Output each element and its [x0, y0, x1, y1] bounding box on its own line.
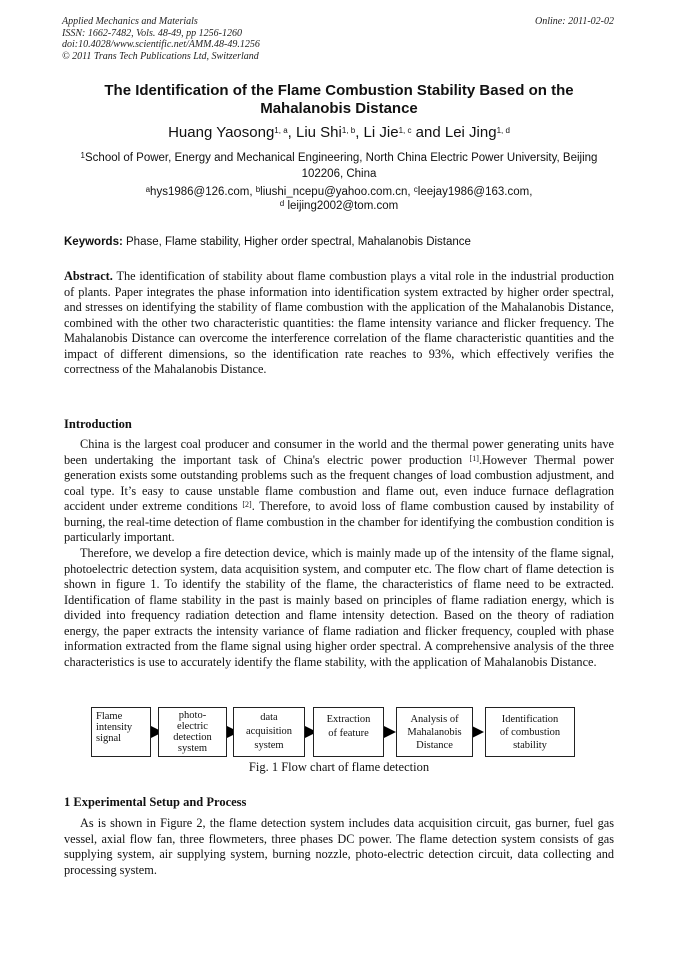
flow-box-mahalanobis: Analysis of Mahalanobis Distance: [396, 707, 473, 757]
issn-line: ISSN: 1662-7482, Vols. 48-49, pp 1256-1260: [62, 27, 242, 39]
author-emails: $^a$hys1986@126.com, $^b$liushi_ncepu@yahoo.com.cn, $^c$leejay1986@163.com, $^d$ leijing2002@tom.com: [145, 185, 533, 212]
citation-ref[interactable]: [1]: [469, 453, 479, 463]
flow-box-identification: Identification of combustion stability: [485, 707, 575, 757]
figure-caption: Fig. 1 Flow chart of flame detection: [248, 760, 430, 774]
keywords: [64, 235, 616, 249]
introduction-heading: Introduction: [64, 417, 132, 431]
journal-name: Applied Mechanics and Materials: [62, 16, 198, 27]
author-sup: 1, b: [341, 126, 356, 135]
online-date: Online: 2011-02-02: [535, 16, 614, 27]
citation-ref[interactable]: [2]: [242, 500, 252, 509]
email-link[interactable]: leejay1986@163.com: [417, 186, 530, 198]
flow-box-data-acquisition: data acquisition system: [233, 707, 305, 757]
affiliation: $^1$School of Power, Energy and Mechanical Engineering, North China Electric Power University, Beijing 102206, China: [80, 151, 598, 180]
flow-box-photoelectric: photo- electric detection system: [158, 707, 227, 757]
email-link[interactable]: leijing2002@tom.com: [287, 200, 399, 212]
journal-header: [62, 16, 260, 62]
author-list: Huang Yaosong$^{1, a}$, Liu Shi$^{1, b}$, Li Jie$^{1, c}$ and Lei Jing$^{1, d}$: [168, 124, 510, 141]
abstract: [64, 269, 614, 378]
section-1-heading: 1 Experimental Setup and Process: [64, 795, 247, 809]
paper-title: The Identification of the Flame Combustion Stability Based on the Mahalanobis Distance: [104, 82, 574, 117]
author-name: Lei Jing: [444, 124, 497, 141]
author-sup: 1, c: [398, 126, 412, 135]
copyright-line: © 2011 Trans Tech Publications Ltd, Switzerland: [62, 50, 259, 62]
abstract-label: Abstract.: [64, 269, 113, 283]
doi-line[interactable]: doi:10.4028/www.scientific.net/AMM.48-49.1256: [62, 39, 260, 50]
intro-paragraph-2: Therefore, we develop a fire detection device, which is mainly made up of the intensity of the flame signal, photoelectric detection system, data acquisition system, and computer etc. The flow chart of flame detection is shown in figure 1. To identify the stability of the flame, the characteristics of flame need to be extracted. Identification of flame stability in the past is mainly based on principles of flame radiation energy, which is divided into frequency radiation detection and flame intensity detection. Based on the theory of radiation energy, the paper extracts the intensity variance of flame radiation and flicker frequency, coupled with phase information extracted from the flame signal using higher order spectral. A comprehensive analysis of the three characteristics is use to accurately identify the flame stability, with the application of Mahalanobis Distance.: [64, 546, 614, 669]
author-sup: 1, a: [274, 126, 288, 135]
flow-box-feature-extraction: Extraction of feature: [313, 707, 384, 757]
author-name: Li Jie: [363, 124, 399, 141]
keywords-text: Phase, Flame stability, Higher order spectral, Mahalanobis Distance: [126, 236, 471, 248]
flow-box-flame-signal: Flame intensity signal: [91, 707, 151, 757]
section-1-paragraph: As is shown in Figure 2, the flame detection system includes data acquisition circuit, gas burner, fuel gas vessel, axial flow fan, three flowmeters, three phases DC power. The flame detection system consists of gas supplying system, air supplying system, burning nozzle, photo-electric detection circuit, data collecting and processing system.: [64, 816, 614, 877]
email-link[interactable]: hys1986@126.com: [150, 186, 250, 198]
author-name: Liu Shi: [295, 124, 342, 141]
author-sup: 1, d: [496, 126, 510, 135]
keywords-label: Keywords:: [64, 236, 123, 248]
email-link[interactable]: liushi_ncepu@yahoo.com.cn: [260, 186, 408, 198]
intro-paragraph-1: China is the largest coal producer and consumer in the world and the thermal power generating units have been undertaking the important task of China's electric power production [1].However Thermal power generation exists some outstanding problems such as the frequent changes of load combustion adjustment, and coal type. It’s easy to cause unstable flame combustion and flame out, even induce furnace deflagration accident under extreme conditions [2]. Therefore, to avoid loss of flame combustion caused by instability of burning, the real-time detection of flame combustion in the chamber for identifying the combustion condition is particularly important.: [64, 437, 615, 544]
abstract-text: The identification of stability about flame combustion plays a vital role in the industrial production of plants. Paper integrates the phase information into identification system extracted by higher order spectral, and stresses on identifying the stability of flame combustion with the application of the Mahalanobis Distance, combined with the other two characteristic quantities: the flame intensity variance and flicker frequency. The Mahalanobis Distance can overcome the interference correlation of the flame characteristic quantities and the impact of different dimensions, so the identification rate reaches to 93%, which effectively verifies the correctness of the Mahalanobis Distance.: [64, 269, 614, 376]
author-name: Huang Yaosong: [168, 124, 275, 141]
